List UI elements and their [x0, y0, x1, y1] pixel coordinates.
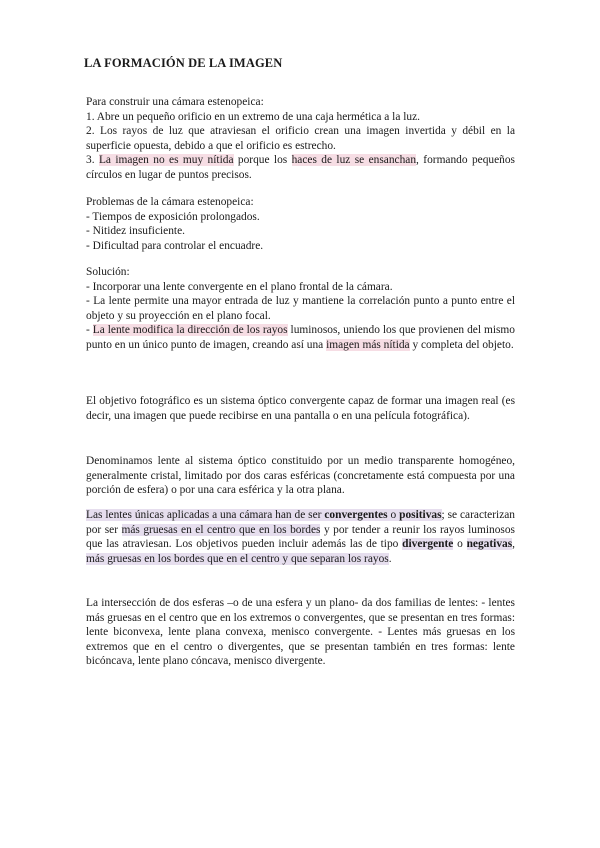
solution-item-3: - La lente modifica la dirección de los rayos luminosos, uniendo los que provienen del mismo punto en un único punto de imagen, creando así una imagen más nítida y completa del objeto.: [86, 324, 515, 351]
highlight-nitida: La imagen no es muy nítida: [98, 154, 234, 166]
problems-heading: Problemas de la cámara estenopeica:: [86, 196, 254, 208]
camera-intro: Para construir una cámara estenopeica:: [86, 96, 264, 108]
term-negativas: negativas: [466, 538, 513, 550]
paragraph-lente: Denominamos lente al sistema óptico constituido por un medio transparente homogéneo, generalmente cristal, limitado por dos caras esféricas (concretamente está compuesta por una porción de esfera) o por una cara esférica y la otra plana.: [86, 455, 515, 496]
paragraph-lentes-unicas: Las lentes únicas aplicadas a una cámara han de ser convergentes o positivas; se caracterizan por ser más gruesas en el centro que en los bordes y por tender a reunir los rayos luminosos que las atraviesan. Los objetivos pueden incluir además las de tipo divergente o negativas, más gruesas en los bordes que en el centro y que separan los rayos.: [86, 509, 516, 565]
solution-heading: Solución:: [86, 266, 130, 278]
highlight-gruesas-bordes: más gruesas en los bordes que en el centro y que separan los rayos: [86, 552, 389, 565]
paragraph-objetivo: El objetivo fotográfico es un sistema óptico convergente capaz de formar una imagen real (es decir, una imagen que puede recibirse en una pantalla o en una película fotográfica).: [86, 395, 515, 422]
camera-step-2: 2. Los rayos de luz que atraviesan el orificio crean una imagen invertida y débil en la superficie opuesta, debido a que el orificio es estrecho.: [86, 125, 515, 152]
document-title: LA FORMACIÓN DE LA IMAGEN: [84, 56, 283, 70]
highlight-lente-modifica: La lente modifica la dirección de los rayos: [92, 324, 288, 336]
camera-instructions: [86, 95, 515, 182]
highlight-imagen-nitida: imagen más nítida: [326, 338, 410, 351]
camera-step-3: 3. La imagen no es muy nítida porque los haces de luz se ensanchan, formando pequeños círculos en lugar de puntos precisos.: [86, 154, 515, 181]
term-convergentes: convergentes: [324, 509, 388, 521]
problem-item: - Dificultad para controlar el encuadre.: [86, 239, 264, 252]
term-divergente: divergente: [402, 538, 454, 550]
solution-item-2: - La lente permite una mayor entrada de luz y mantiene la correlación punto a punto entre el objeto y su proyección en el plano focal.: [86, 295, 515, 322]
problem-item: - Tiempos de exposición prolongados.: [86, 210, 260, 223]
highlight-haces: haces de luz se ensanchan: [291, 154, 417, 166]
solution-item-1: - Incorporar una lente convergente en el plano frontal de la cámara.: [86, 280, 393, 293]
paragraph-interseccion: La intersección de dos esferas –o de una esfera y un plano- da dos familias de lentes: - lentes más gruesas en el centro que en los extremos o convergentes, que se presentan en tres formas: lente biconvexa, lente plana convexa, menisco convergente. - Lentes más gruesas en los extremos que en el centro o divergentes, que se presentan también en tres formas: lente bicóncava, lente plano cóncava, menisco divergente.: [86, 597, 515, 667]
camera-step-1: 1. Abre un pequeño orificio en un extremo de una caja hermética a la luz.: [86, 110, 420, 123]
problems-section: [86, 195, 515, 253]
highlight-gruesas-centro: más gruesas en el centro que en los bordes: [121, 523, 321, 536]
term-positivas: positivas: [399, 509, 442, 521]
problem-item: - Nitidez insuficiente.: [86, 225, 186, 237]
solution-section: [86, 265, 515, 352]
